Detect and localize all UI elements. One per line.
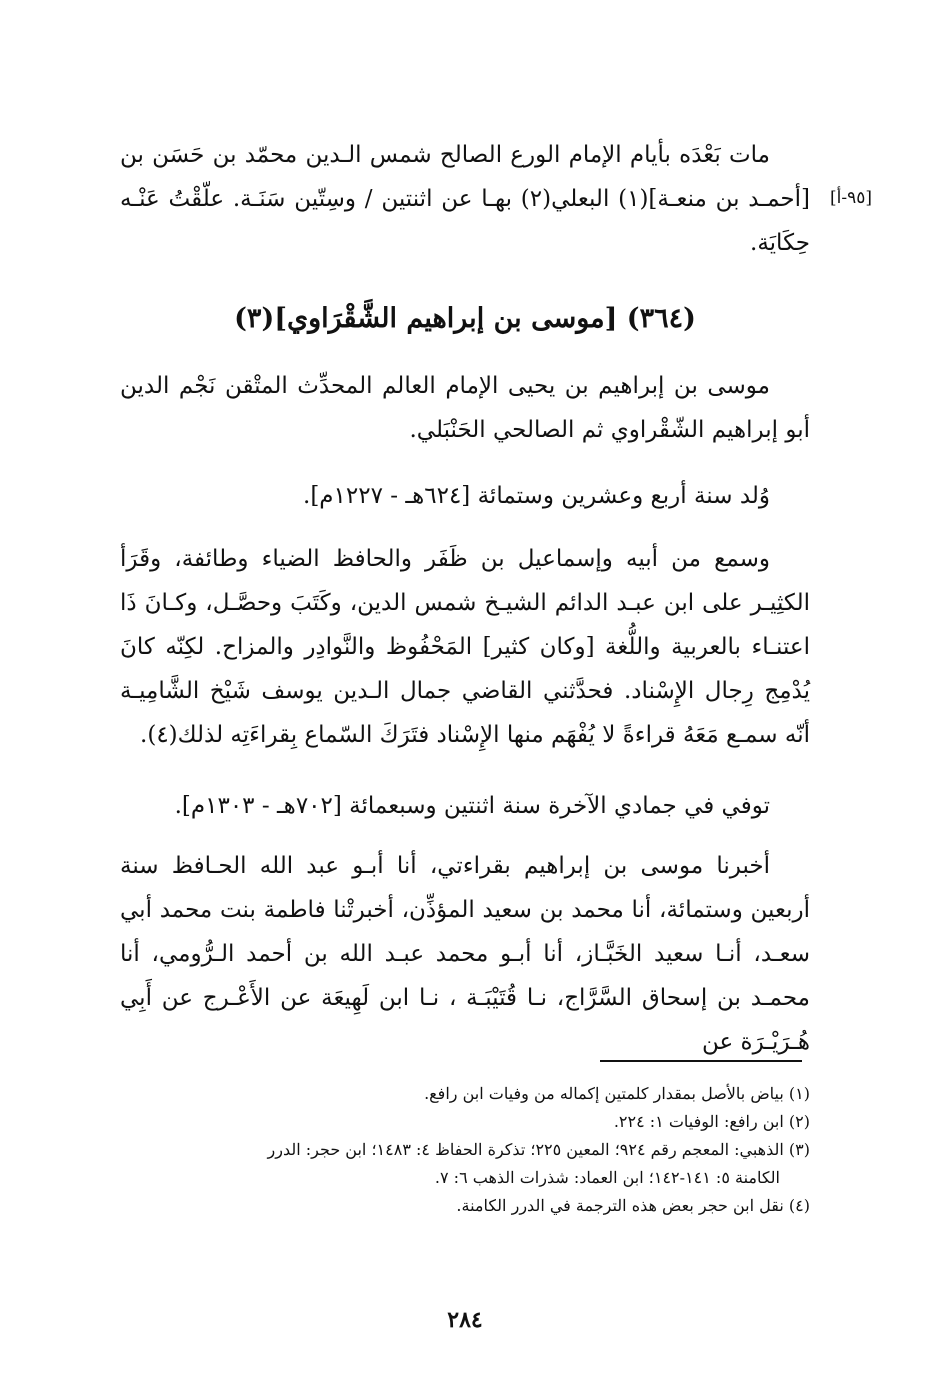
paragraph-study: وسمع من أبيه وإسماعيل بن ظَفَر والحافظ الضياء وطائفة، وقَرَأ الكثِيـر على ابن عبـد الدائم الشيـخ شمس الدين، وكَتَبَ وحصَّـل، وكـانَ ذَا اعتنـاء بالعربية واللُّغة [وكان كثير] المَحْفُوظ والنَّوادِر والمزاح. لكِنّه كانَ يُدْمِج رِجال الإِسْناد. فحدَّثني القاضي جمال الـدين يوسف شَيْخ الشَّامِيـة أنّه سمـع مَعَهُ قراءةً لا يُفْهَم منها الإِسْناد فتَرَكَ السّماع بِقراءَتِه لذلك(٤). bbox=[120, 546, 810, 748]
paragraph-isnad: أخبرنا موسى بن إبراهيم بقراءتي، أنا أبـو عبد الله الحـافظ سنة أربعين وستمائة، أنا محمد بن سعيد المؤذِّن، أخبرتْنا فاطمة بنت محمد أبي سعـد، أنـا سعيد الخَبَّـاز، أنا أبـو محمد عبـد الله بن أحمد الـرُّومي، أنا محمـد بن إسحاق السَّرَّاج، نـا قُتَيْبَـة ، نـا ابن لَهِيعَة عن الأَعْـرج عن أَبِي هُـرَيْـرَة عن bbox=[120, 853, 810, 1055]
footnote-4: (٤) نقل ابن حجر بعض هذه الترجمة في الدرر الكامنة. bbox=[456, 1196, 810, 1215]
entry-title: (٣٦٤) [موسى بن إبراهيم الشَّقْرَاوي](٣) bbox=[234, 303, 696, 334]
footnote-3-continued: الكامنة ٥: ١٤١-١٤٢؛ ابن العماد: شذرات الذهب ٦: ٧. bbox=[434, 1168, 780, 1187]
paragraph-birth: وُلد سنة أربع وعشرين وستمائة [٦٢٤هـ - ١٢٢٧م]. bbox=[303, 483, 770, 509]
margin-folio-note: [٩٥-أ] bbox=[830, 188, 873, 208]
paragraph-death: توفي في جمادي الآخرة سنة اثنتين وسبعمائة [٧٠٢هـ - ١٣٠٣م]. bbox=[174, 793, 770, 819]
footnotes bbox=[120, 1080, 810, 1220]
paragraph-death-notice: مات بَعْدَه بأيام الإمام الورع الصالح شمس الـدين محمّد بن حَسَن بن [أحمـد بن منعـة](١) البعلي(٢) بهـا عن اثنتين / وسِتّين سَنَـة. علّقْتُ عَنْـه حِكَايَة. bbox=[120, 142, 810, 256]
page-number: ٢٨٤ bbox=[447, 1307, 483, 1333]
footnote-3: (٣) الذهبي: المعجم رقم ٩٢٤؛ المعين ٢٢٥؛ تذكرة الحفاظ ٤: ١٤٨٣؛ ابن حجر: الدرر bbox=[267, 1140, 810, 1159]
paragraph-name: موسى بن إبراهيم بن يحيى الإمام العالم المحدِّث المتْقن نَجْم الدين أبو إبراهيم الشّقْراوي ثم الصالحي الحَنْبَلي. bbox=[120, 373, 810, 443]
footnote-2: (٢) ابن رافع: الوفيات ١: ٢٢٤. bbox=[613, 1112, 810, 1131]
footnote-1: (١) بياض بالأصل بمقدار كلمتين إكماله من وفيات ابن رافع. bbox=[424, 1084, 810, 1103]
footnote-divider bbox=[600, 1060, 802, 1062]
